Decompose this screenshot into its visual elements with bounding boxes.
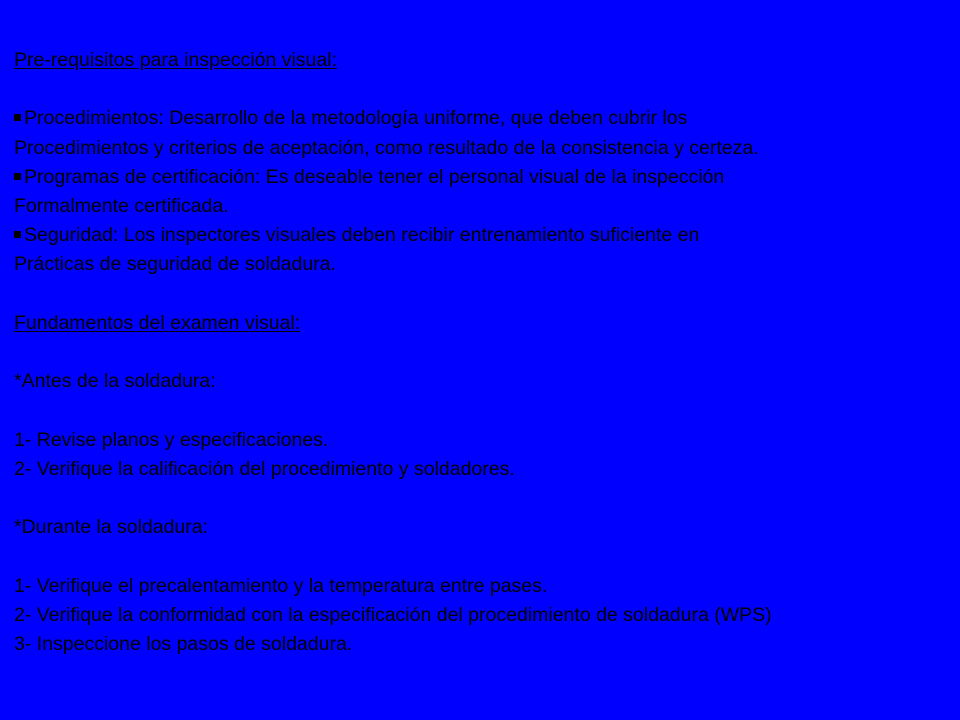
- prerequisites-heading-line: [14, 46, 954, 75]
- bullet-procedures-line1: [14, 104, 954, 133]
- prerequisites-heading: Pre-requisitos para inspección visual:: [14, 49, 337, 71]
- spacer: [14, 542, 954, 571]
- spacer: [14, 75, 954, 104]
- before-item-2: 2- Verifique la calificación del procedimiento y soldadores.: [14, 457, 515, 480]
- bullet-certification-text1: Programas de certificación: Es deseable tener el personal visual de la inspección: [24, 165, 725, 188]
- bullet-certification-line2: Formalmente certificada.: [14, 195, 229, 217]
- during-item-1: 1- Verifique el precalentamiento y la temperatura entre pases.: [14, 574, 548, 597]
- square-bullet-icon: [14, 114, 21, 121]
- during-item-2: 2- Verifique la conformidad con la especificación del procedimiento de soldadura (WPS): [14, 603, 772, 626]
- before-welding-title: *Antes de la soldadura:: [14, 370, 216, 393]
- bullet-procedures-line2: Procedimientos y criterios de aceptación, como resultado de la consistencia y certeza.: [14, 136, 759, 159]
- bullet-safety-text1: Seguridad: Los inspectores visuales deben recibir entrenamiento suficiente en: [24, 224, 700, 247]
- during-welding-title: *Durante la soldadura:: [14, 516, 209, 539]
- bullet-safety-line1: [14, 221, 954, 250]
- bullet-procedures-text1: Procedimientos: Desarrollo de la metodología uniforme, que deben cubrir los: [24, 107, 688, 130]
- fundamentals-heading: Fundamentos del examen visual:: [14, 311, 301, 334]
- spacer: [14, 280, 954, 309]
- square-bullet-icon: [14, 173, 21, 180]
- spacer: [14, 338, 954, 367]
- bullet-certification-line1: [14, 163, 954, 192]
- fundamentals-heading-line: [14, 309, 954, 338]
- square-bullet-icon: [14, 231, 21, 238]
- during-item-3: 3- Inspeccione los pasos de soldadura.: [14, 632, 353, 655]
- spacer: [14, 396, 954, 425]
- slide-body: [14, 46, 954, 659]
- spacer: [14, 484, 954, 513]
- before-item-1: 1- Revise planos y especificaciones.: [14, 428, 329, 451]
- bullet-safety-line2: Prácticas de seguridad de soldadura.: [14, 253, 336, 276]
